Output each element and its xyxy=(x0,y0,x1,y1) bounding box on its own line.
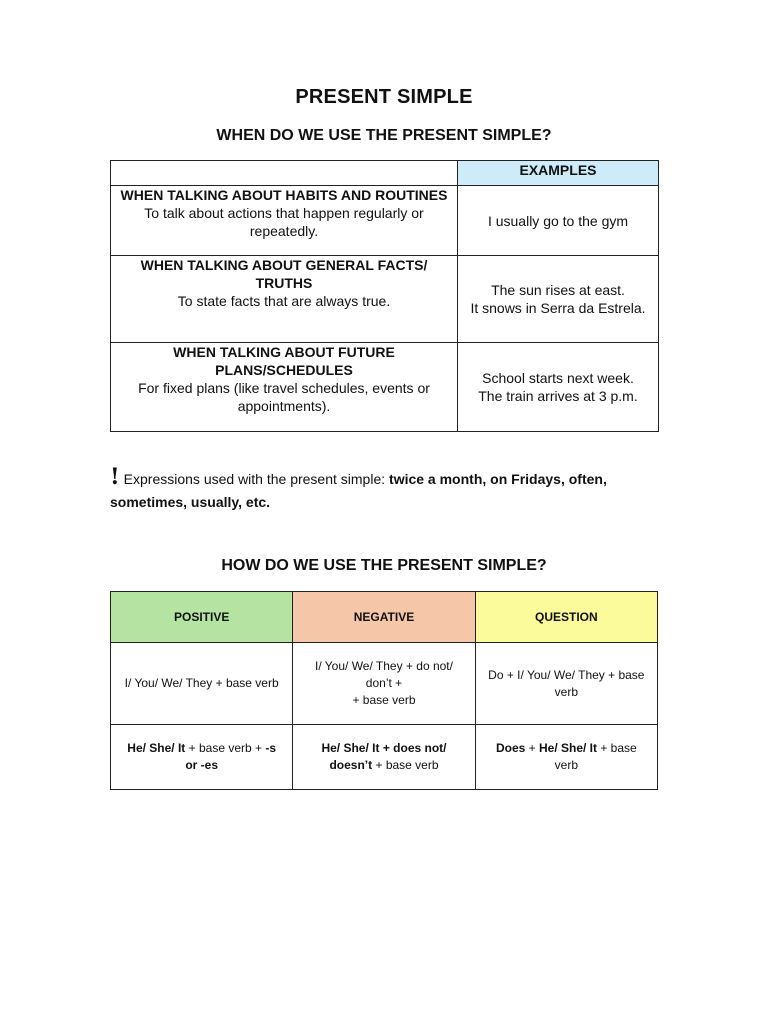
question-header: QUESTION xyxy=(475,592,657,643)
negative-form-line: I/ You/ We/ They + do not/ don’t + xyxy=(314,659,453,690)
table-row xyxy=(111,186,659,256)
table-row xyxy=(111,725,658,790)
table-row xyxy=(111,343,659,432)
positive-form-third-person xyxy=(111,725,293,790)
formula-text: + base verb xyxy=(372,758,439,772)
use-case-heading: WHEN TALKING ABOUT HABITS AND ROUTINES xyxy=(120,187,448,203)
negative-form-plural xyxy=(293,643,475,725)
expressions-note xyxy=(110,466,658,514)
negative-form-line: + base verb xyxy=(352,693,416,707)
auxiliary-text: Does xyxy=(495,741,526,755)
examples-header: EXAMPLES xyxy=(458,161,659,186)
how-heading: HOW DO WE USE THE PRESENT SIMPLE? xyxy=(221,557,547,574)
note-text: Expressions used with the present simple: xyxy=(123,471,386,487)
ending-text: -s or -es xyxy=(185,741,277,772)
positive-form-plural: I/ You/ We/ They + base verb xyxy=(111,643,293,725)
exclamation-icon: ! xyxy=(110,464,120,490)
example-sentence: The train arrives at 3 p.m. xyxy=(478,388,638,404)
subject-text: He/ She/ It xyxy=(538,741,597,755)
use-case-cell xyxy=(111,186,458,256)
formula-text: + xyxy=(525,741,539,755)
forms-header-row xyxy=(111,592,658,643)
formula-text: + base verb + xyxy=(185,741,266,755)
uses-table xyxy=(110,160,659,432)
note-expressions: twice a month, on Fridays, often, sometimes, usually, etc. xyxy=(110,471,607,510)
negative-form-third-person xyxy=(293,725,475,790)
uses-header-empty-cell xyxy=(111,161,458,186)
question-form-plural: Do + I/ You/ We/ They + base verb xyxy=(475,643,657,725)
negative-header: NEGATIVE xyxy=(293,592,475,643)
example-sentence: I usually go to the gym xyxy=(487,212,629,229)
example-sentence: The sun rises at east. xyxy=(491,282,625,298)
use-case-heading: WHEN TALKING ABOUT GENERAL FACTS/ TRUTHS xyxy=(140,257,428,291)
examples-cell xyxy=(458,343,659,432)
uses-table-header-row xyxy=(111,161,659,186)
table-row xyxy=(111,643,658,725)
subject-text: He/ She/ It xyxy=(127,741,186,755)
use-case-description: To state facts that are always true. xyxy=(177,293,391,309)
positive-header: POSITIVE xyxy=(111,592,293,643)
question-form-third-person xyxy=(475,725,657,790)
example-sentence: It snows in Serra da Estrela. xyxy=(470,300,646,316)
use-case-cell xyxy=(111,343,458,432)
use-case-description: For fixed plans (like travel schedules, events or appointments). xyxy=(138,380,430,414)
when-heading: WHEN DO WE USE THE PRESENT SIMPLE? xyxy=(216,127,552,144)
examples-cell xyxy=(458,256,659,343)
examples-cell xyxy=(458,186,659,256)
use-case-cell xyxy=(111,256,458,343)
table-row xyxy=(111,256,659,343)
forms-table xyxy=(110,591,658,790)
example-sentence: School starts next week. xyxy=(482,370,634,386)
formula-text: + base verb xyxy=(554,741,637,772)
auxiliary-text: He/ She/ It + does not/ doesn’t xyxy=(321,741,447,772)
use-case-heading: WHEN TALKING ABOUT FUTURE PLANS/SCHEDULES xyxy=(173,344,395,378)
page-title: PRESENT SIMPLE xyxy=(295,86,473,108)
use-case-description: To talk about actions that happen regularly or repeatedly. xyxy=(144,205,424,239)
